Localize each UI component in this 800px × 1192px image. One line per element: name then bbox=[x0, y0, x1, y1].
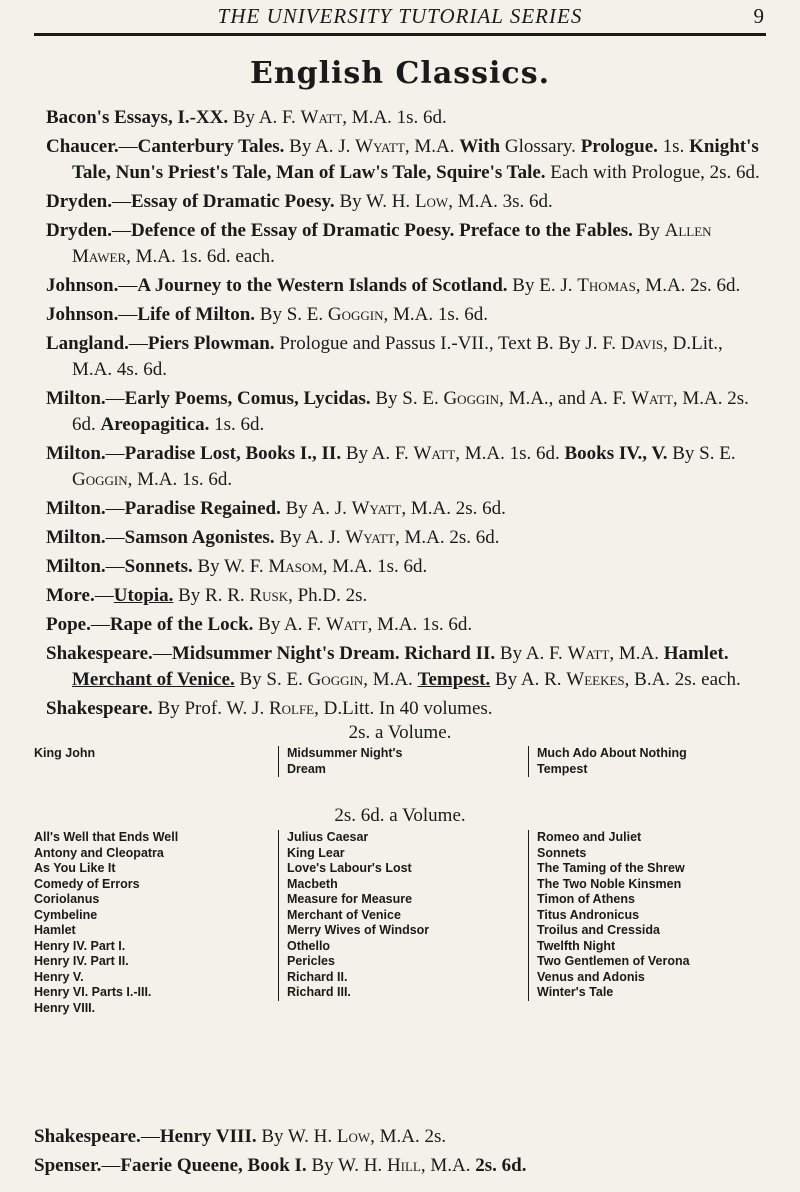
entry-text: — bbox=[105, 388, 125, 409]
entry-text: 1s. 6d. bbox=[209, 414, 265, 435]
volume-title: Antony and Cleopatra bbox=[34, 845, 164, 860]
volume-title: The Taming of the Shrew bbox=[537, 861, 685, 875]
entry-text: By R. R. bbox=[173, 585, 250, 606]
volume-title: As You Like It bbox=[34, 861, 116, 875]
volume-column bbox=[34, 830, 252, 1016]
author-name: Goggin bbox=[72, 469, 128, 490]
entry-text: , D.Lit., M.A. 4s. 6d. bbox=[72, 333, 723, 380]
volume-column bbox=[528, 746, 777, 777]
entry-text: — bbox=[94, 585, 114, 606]
entry-text: — bbox=[105, 498, 125, 519]
entry-text: — bbox=[111, 191, 131, 212]
entry-text: — bbox=[152, 643, 172, 664]
entry-title-text: Rape of the Lock. bbox=[109, 614, 254, 635]
entry-title-text: Milton. bbox=[46, 388, 106, 409]
entry-title-text: Essay of Dramatic Poesy. bbox=[130, 191, 335, 212]
entry-title-text: Knight's Tale, Nun's Priest's Tale, Man of Law's Tale, bbox=[72, 136, 759, 183]
price-heading-2s6d: 2s. 6d. a Volume. bbox=[334, 805, 466, 826]
entry-title-text: Chaucer. bbox=[46, 136, 119, 157]
entry-text: By A. J. bbox=[280, 498, 352, 519]
entry-text: — bbox=[105, 527, 125, 548]
entry-text: , M.A. 2s. 6d. bbox=[395, 527, 500, 548]
author-name: Thomas bbox=[577, 275, 636, 296]
entry-title-text: Henry VIII. bbox=[159, 1126, 257, 1147]
entry-text: By S. E. bbox=[255, 304, 328, 325]
entry-text: — bbox=[118, 275, 138, 296]
author-name: Low bbox=[414, 191, 449, 212]
page-number: 9 bbox=[753, 4, 764, 28]
volume-title: Romeo and Juliet bbox=[537, 830, 642, 844]
entry-title-text: Paradise Lost, Books I., II. bbox=[124, 443, 342, 464]
entry-title-text: Milton. bbox=[46, 443, 106, 464]
volume-title: Much Ado About Nothing bbox=[537, 746, 687, 760]
catalogue-entry bbox=[46, 302, 760, 328]
author-name: Wyatt bbox=[345, 527, 396, 548]
entry-text: , Ph.D. 2s. bbox=[288, 585, 368, 606]
series-title: THE UNIVERSITY TUTORIAL SERIES bbox=[217, 4, 583, 28]
entry-title-text: Bacon's Essays, I.-XX. bbox=[46, 107, 229, 128]
entry-title-text: Midsummer Night's Dream. Richard II. bbox=[171, 643, 496, 664]
entry-text: By A. J. bbox=[274, 527, 346, 548]
entry-text: , M.A. 3s. 6d. bbox=[448, 191, 553, 212]
entry-text: , M.A. 2s. 6d. bbox=[635, 275, 741, 296]
author-name: Masom bbox=[268, 556, 323, 577]
entry-title-text: Early Poems, Comus, Lycidas. bbox=[124, 388, 371, 409]
entry-text: By W. H. bbox=[256, 1126, 337, 1147]
entry-text: By Prof. W. J. bbox=[152, 698, 269, 719]
entry-title-text: Life of Milton. bbox=[137, 304, 256, 325]
entry-title-text: Shakespeare. bbox=[34, 1126, 141, 1147]
entry-title-text: Areopagitica. bbox=[100, 414, 210, 435]
entry-title-text: Merchant of Venice. bbox=[72, 669, 235, 690]
volume-title: Pericles bbox=[287, 954, 335, 968]
entry-title-text: Spenser. bbox=[34, 1155, 102, 1176]
entry-text: , M.A. 2s. 6d. bbox=[401, 498, 506, 519]
author-name: Rolfe bbox=[268, 698, 315, 719]
entry-text: By S. E. bbox=[234, 669, 308, 690]
catalogue-entry bbox=[34, 1153, 766, 1179]
entry-title-text: Milton. bbox=[46, 556, 106, 577]
entry-text: , M.A. 1s. 6d. bbox=[127, 469, 233, 490]
section-title: English Classics. bbox=[249, 56, 551, 91]
entry-text: By A. F. bbox=[495, 643, 568, 664]
volume-title: Venus and Adonis bbox=[537, 969, 645, 984]
entry-title-text: 2s. 6d. bbox=[475, 1155, 527, 1176]
catalogue-entry bbox=[34, 1124, 766, 1150]
catalogue-entry bbox=[46, 612, 760, 638]
entry-text: , M.A. 1s. 6d. bbox=[383, 304, 489, 325]
entry-title-text: Dryden. bbox=[46, 191, 112, 212]
entry-text: By A. J. bbox=[284, 136, 356, 157]
entry-text: Prologue and Passus I.-VII., Text B. By J. F. bbox=[274, 333, 621, 354]
entry-text: By S. E. bbox=[667, 443, 736, 464]
entry-title-text: Milton. bbox=[46, 527, 106, 548]
entry-text: — bbox=[105, 443, 125, 464]
entry-text: By E. J. bbox=[507, 275, 578, 296]
entry-text: , D.Litt. In 40 volumes. bbox=[314, 698, 493, 719]
entry-text: — bbox=[111, 220, 131, 241]
volume-title: Merry Wives of Windsor bbox=[287, 923, 430, 937]
volume-title: Measure for Measure bbox=[287, 892, 413, 906]
entry-text: , M.A. bbox=[363, 669, 418, 690]
volume-title: Midsummer Night's bbox=[287, 746, 403, 760]
volume-title: Sonnets bbox=[537, 845, 587, 860]
entry-text: — bbox=[90, 614, 110, 635]
entry-text: By W. H. bbox=[306, 1155, 387, 1176]
volume-title: Troilus and Cressida bbox=[537, 923, 660, 937]
entry-title-text: Pope. bbox=[46, 614, 91, 635]
volume-title: Henry VI. Parts I.-III. bbox=[34, 985, 152, 999]
volume-title: Macbeth bbox=[287, 876, 338, 891]
entry-text: By bbox=[632, 220, 665, 241]
volume-column bbox=[278, 746, 517, 777]
author-name: Hill bbox=[386, 1155, 421, 1176]
author-name: Weekes bbox=[566, 669, 625, 690]
volume-title: Othello bbox=[287, 938, 331, 953]
entry-text: , M.A. 1s. 6d. each. bbox=[126, 246, 275, 267]
entry-title-text: Langland. bbox=[46, 333, 129, 354]
entry-title-text: Johnson. bbox=[46, 304, 119, 325]
author-name: Goggin bbox=[443, 388, 500, 409]
catalogue-entry bbox=[46, 496, 760, 522]
entry-text: — bbox=[118, 304, 138, 325]
volume-column bbox=[528, 830, 777, 1001]
entry-text: — bbox=[140, 1126, 160, 1147]
entry-title-text: Piers Plowman. bbox=[147, 333, 275, 354]
entry-text: , B.A. 2s. each. bbox=[624, 669, 741, 690]
author-name: Rusk bbox=[249, 585, 289, 606]
volume-title: Henry IV. Part I. bbox=[34, 938, 126, 953]
volume-title: All's Well that Ends Well bbox=[34, 830, 179, 844]
entry-text: By W. H. bbox=[334, 191, 415, 212]
volume-title: The Two Noble Kinsmen bbox=[537, 876, 682, 891]
entry-text: , M.A. bbox=[404, 136, 460, 157]
volume-title: Richard III. bbox=[287, 985, 351, 999]
volume-title: Tempest bbox=[537, 761, 588, 776]
entry-title-text: Shakespeare. bbox=[46, 698, 153, 719]
entry-title-text: Squire's Tale. bbox=[436, 162, 546, 183]
entry-title-text: Samson Agonistes. bbox=[124, 527, 275, 548]
author-name: Wyatt bbox=[355, 136, 405, 157]
entry-title-text: Utopia. bbox=[113, 585, 174, 606]
volume-column bbox=[34, 746, 252, 762]
entry-title-text: Johnson. bbox=[46, 275, 119, 296]
volume-title: Two Gentlemen of Verona bbox=[537, 954, 690, 968]
catalogue-entry bbox=[46, 386, 760, 438]
author-name: Watt bbox=[567, 643, 610, 664]
entry-text: — bbox=[101, 1155, 121, 1176]
entry-title-text: Milton. bbox=[46, 498, 106, 519]
entry-text: , M.A. 1s. 6d. bbox=[322, 556, 428, 577]
author-name: Watt bbox=[325, 614, 368, 635]
author-name: Watt bbox=[631, 388, 673, 409]
entry-text: By S. E. bbox=[370, 388, 444, 409]
entry-title-text: Prologue. bbox=[580, 136, 658, 157]
entry-text: , M.A. 1s. 6d. bbox=[342, 107, 447, 128]
catalogue-entry bbox=[46, 105, 760, 131]
entry-text: Each with Prologue, 2s. 6d. bbox=[545, 162, 760, 183]
running-header bbox=[34, 4, 766, 34]
entry-title-text: Books IV., V. bbox=[564, 443, 668, 464]
entry-title-text: Faerie Queene, Book I. bbox=[120, 1155, 307, 1176]
catalogue-entry bbox=[46, 189, 760, 215]
volume-title: Henry IV. Part II. bbox=[34, 954, 129, 968]
volume-title: Dream bbox=[287, 761, 326, 776]
entry-text: By A. F. bbox=[341, 443, 414, 464]
entry-text: , M.A. 2s. bbox=[370, 1126, 447, 1147]
entry-text: — bbox=[128, 333, 148, 354]
entry-text: By A. R. bbox=[490, 669, 567, 690]
author-name: Goggin bbox=[307, 669, 364, 690]
entry-text: By W. F. bbox=[192, 556, 269, 577]
volume-title: Love's Labour's Lost bbox=[287, 861, 412, 875]
author-name: Wyatt bbox=[351, 498, 402, 519]
volume-title: Winter's Tale bbox=[537, 985, 614, 999]
tail-entries bbox=[34, 1124, 766, 1182]
entry-title-text: Dryden. bbox=[46, 220, 112, 241]
catalogue-entry bbox=[46, 641, 760, 693]
author-name: Allen Mawer bbox=[72, 220, 712, 267]
volume-title: Henry V. bbox=[34, 969, 84, 984]
entry-text: , M.A. 1s. 6d. bbox=[455, 443, 565, 464]
entry-text: 1s. bbox=[657, 136, 690, 157]
entry-title-text: A Journey to the Western Islands of Scotland. bbox=[137, 275, 508, 296]
volume-title: Coriolanus bbox=[34, 892, 100, 906]
author-name: Low bbox=[336, 1126, 371, 1147]
entry-text: By A. F. bbox=[228, 107, 301, 128]
volume-title: Cymbeline bbox=[34, 907, 98, 922]
entry-text: — bbox=[118, 136, 138, 157]
volume-title: Henry VIII. bbox=[34, 1000, 96, 1015]
catalogue-entry bbox=[46, 331, 760, 383]
volume-title: Twelfth Night bbox=[537, 938, 616, 953]
entry-text: , M.A., and A. F. bbox=[499, 388, 632, 409]
entry-title-text: Paradise Regained. bbox=[124, 498, 281, 519]
volume-title: Timon of Athens bbox=[537, 892, 635, 906]
volume-title: Comedy of Errors bbox=[34, 876, 140, 891]
volume-title: Hamlet bbox=[34, 923, 76, 937]
author-name: Watt bbox=[413, 443, 456, 464]
volume-column bbox=[278, 830, 517, 1001]
catalogue-entries bbox=[46, 105, 760, 725]
price-heading-2s: 2s. a Volume. bbox=[348, 722, 452, 743]
author-name: Davis bbox=[620, 333, 664, 354]
volume-title: Richard II. bbox=[287, 969, 348, 984]
catalogue-entry bbox=[46, 273, 760, 299]
entry-title-text: Defence of the Essay of Dramatic Poesy. Preface to the Fables. bbox=[130, 220, 633, 241]
catalogue-entry bbox=[46, 441, 760, 493]
author-name: Goggin bbox=[327, 304, 384, 325]
volume-title: Julius Caesar bbox=[287, 830, 369, 844]
entry-text: , M.A. 2s. 6d. bbox=[72, 388, 749, 435]
entry-text: By A. F. bbox=[253, 614, 326, 635]
header-rule bbox=[34, 33, 766, 36]
author-name: Watt bbox=[300, 107, 343, 128]
entry-text: Glossary. bbox=[500, 136, 581, 157]
catalogue-entry bbox=[46, 218, 760, 270]
volume-title: Merchant of Venice bbox=[287, 907, 401, 922]
entry-title-text: Tempest. bbox=[417, 669, 491, 690]
entry-text: , M.A. bbox=[420, 1155, 476, 1176]
catalogue-entry bbox=[46, 583, 760, 609]
entry-text: — bbox=[105, 556, 125, 577]
entry-title-text: Shakespeare. bbox=[46, 643, 153, 664]
volume-title: King Lear bbox=[287, 845, 345, 860]
entry-title-text: Sonnets. bbox=[124, 556, 193, 577]
entry-title-text: Canterbury Tales. bbox=[137, 136, 285, 157]
entry-text: , M.A. 1s. 6d. bbox=[367, 614, 473, 635]
entry-text: , M.A. bbox=[609, 643, 664, 664]
entry-title-text: Hamlet. bbox=[663, 643, 729, 664]
catalogue-entry bbox=[46, 134, 760, 186]
catalogue-entry bbox=[46, 554, 760, 580]
entry-title-text: More. bbox=[46, 585, 95, 606]
catalogue-entry bbox=[46, 525, 760, 551]
volume-title: Titus Andronicus bbox=[537, 907, 640, 922]
catalogue-entry bbox=[46, 696, 760, 722]
volume-title: King John bbox=[34, 746, 96, 760]
entry-title-text: With bbox=[459, 136, 501, 157]
